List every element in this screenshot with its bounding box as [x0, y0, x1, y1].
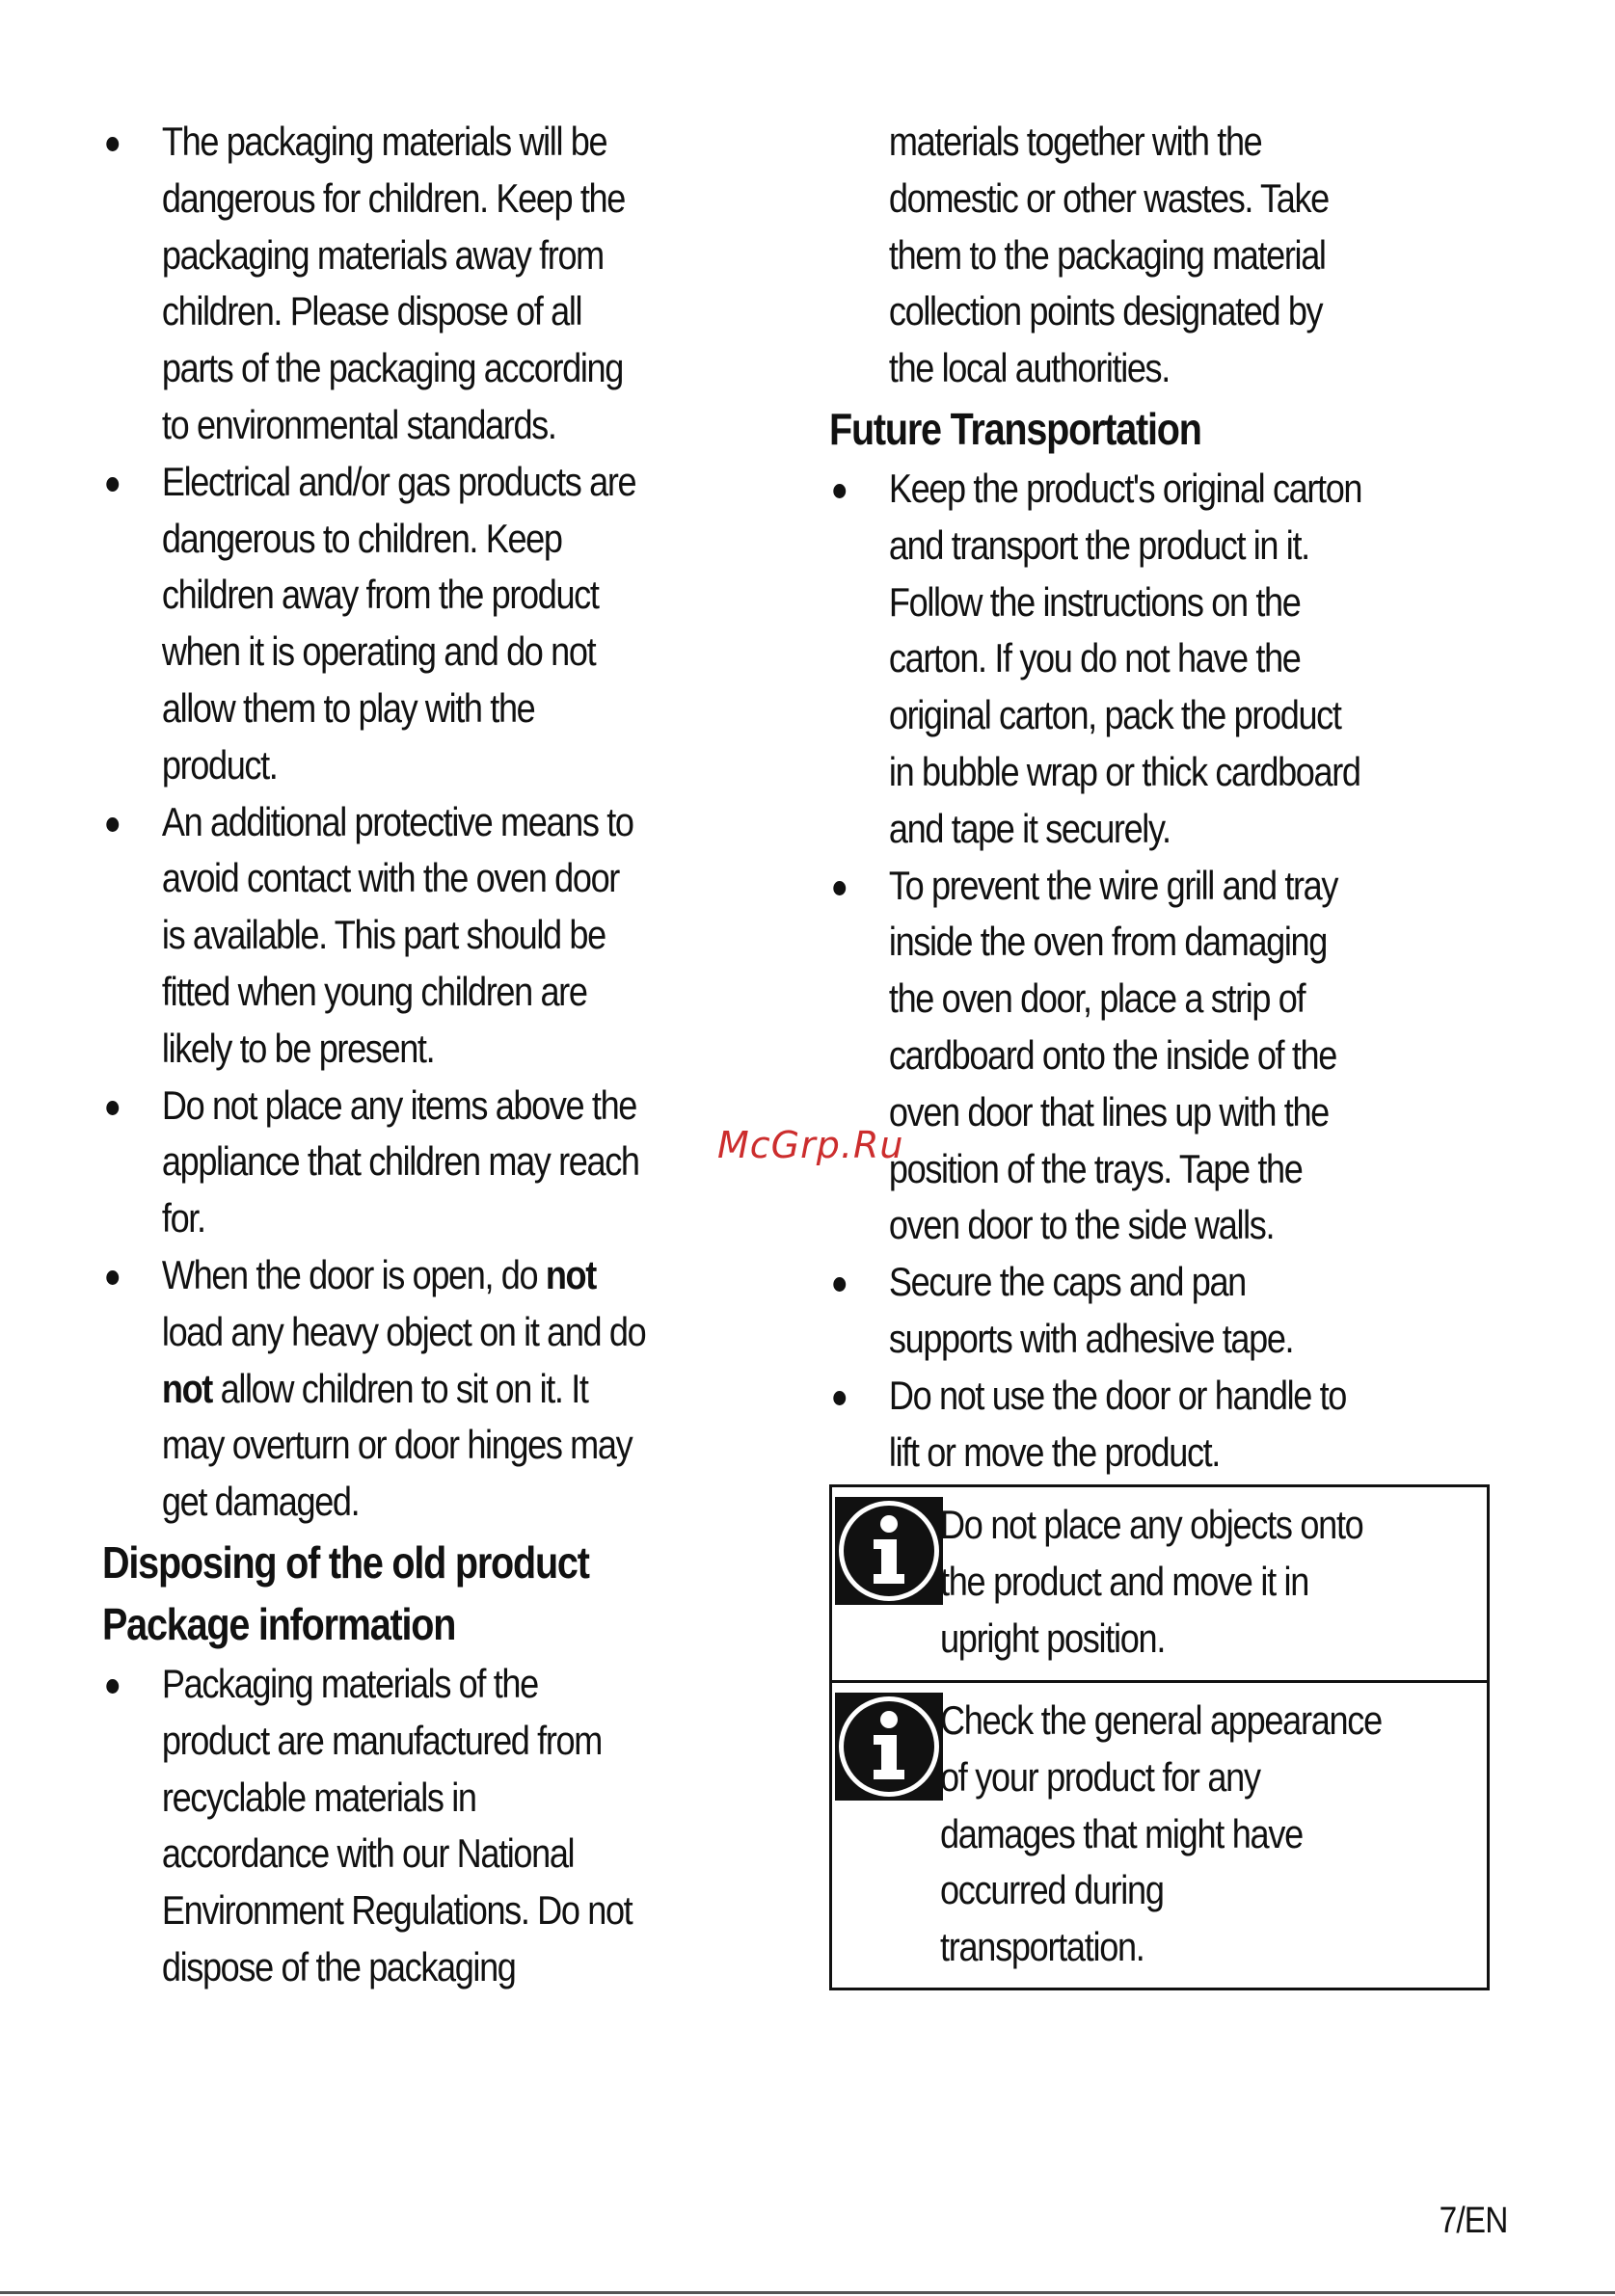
- list-item-line: The packaging materials will be: [102, 114, 699, 171]
- info-note: [829, 1680, 1490, 1990]
- list-item-line: is available. This part should be: [161, 912, 606, 958]
- list-item-line: children. Please dispose of all: [161, 288, 582, 334]
- note-line: transportation.: [940, 1924, 1144, 1970]
- list-item-line: Do not use the door or handle to: [829, 1368, 1410, 1425]
- emphasis-not: not: [161, 1365, 212, 1411]
- list-item-line: product are manufactured from: [161, 1717, 602, 1763]
- note-line: occurred during: [940, 1867, 1164, 1913]
- list-item-line: product.: [161, 741, 278, 788]
- list-item-line: packaging materials away from: [161, 231, 604, 278]
- list-item-line: inside the oven from damaging: [888, 919, 1327, 965]
- list-item-line: position of the trays. Tape the: [888, 1145, 1303, 1191]
- list-item-line: parts of the packaging according: [161, 345, 623, 391]
- list-item-line: them to the packaging material: [888, 231, 1326, 278]
- list-item-line: original carton, pack the product: [888, 692, 1341, 738]
- list-item-line: and transport the product in it.: [888, 521, 1309, 568]
- list-item-line: domestic or other wastes. Take: [888, 174, 1329, 221]
- list-item-line: carton. If you do not have the: [888, 635, 1301, 681]
- note-line: of your product for any: [940, 1753, 1260, 1800]
- list-item: [829, 1368, 1504, 1482]
- list-item-line: oven door that lines up with the: [888, 1088, 1329, 1135]
- list-item-line: accordance with our National: [161, 1830, 575, 1877]
- list-item: [829, 461, 1504, 858]
- list-item-line: Secure the caps and pan: [829, 1254, 1410, 1311]
- list-item-line: recyclable materials in: [161, 1774, 476, 1820]
- left-column: [102, 114, 796, 1996]
- list-item-line: dangerous to children. Keep: [161, 515, 562, 561]
- section-heading-package: Package information: [102, 1598, 456, 1649]
- list-item-line: in bubble wrap or thick cardboard: [888, 748, 1360, 794]
- info-icon: [835, 1497, 943, 1605]
- list-item-line: appliance that children may reach: [161, 1138, 639, 1185]
- continuation-paragraph: [829, 114, 1504, 397]
- list-item: [829, 858, 1504, 1255]
- list-item-line: Packaging materials of the: [102, 1656, 699, 1713]
- list-item-line: fitted when young children are: [161, 968, 587, 1014]
- list-item-line: for.: [161, 1195, 205, 1241]
- list-item-line: children away from the product: [161, 572, 599, 618]
- bottom-divider: [0, 2291, 1615, 2294]
- list-item: [102, 1247, 796, 1531]
- list-item-line: to environmental standards.: [161, 401, 556, 447]
- text-run: allow children to sit on it. It: [211, 1365, 588, 1411]
- list-item-line: collection points designated by: [888, 288, 1323, 334]
- list-item-line: may overturn or door hinges may: [161, 1422, 633, 1468]
- note-line: upright position.: [940, 1615, 1166, 1661]
- list-item: [102, 794, 796, 1078]
- list-item-line: likely to be present.: [161, 1025, 435, 1071]
- list-item-line: [102, 1361, 699, 1418]
- note-line: Do not place any objects onto: [940, 1502, 1363, 1547]
- list-item: [829, 1254, 1504, 1368]
- list-item-line: load any heavy object on it and do: [161, 1308, 646, 1354]
- list-item-line: the oven door, place a strip of: [888, 975, 1305, 1022]
- note-line: Check the general appearance: [940, 1697, 1382, 1743]
- list-item: [102, 1656, 796, 1996]
- list-item-line: [102, 1247, 699, 1304]
- note-text: [940, 1497, 1432, 1667]
- note-line: damages that might have: [940, 1810, 1303, 1856]
- list-item-line: materials together with the: [888, 119, 1262, 164]
- list-item-line: Do not place any items above the: [102, 1078, 699, 1135]
- list-item-line: avoid contact with the oven door: [161, 855, 619, 901]
- emphasis-not: not: [545, 1251, 596, 1297]
- text-run: When the door is open, do: [161, 1251, 546, 1297]
- list-item-line: when it is operating and do not: [161, 628, 596, 675]
- list-item-line: the local authorities.: [888, 345, 1170, 391]
- page-number: 7/EN: [1439, 2201, 1507, 2241]
- watermark: McGrp.Ru: [717, 1124, 904, 1166]
- list-item-line: Keep the product's original carton: [829, 461, 1410, 518]
- list-item-line: supports with adhesive tape.: [888, 1315, 1294, 1361]
- list-item-line: Follow the instructions on the: [888, 578, 1301, 625]
- note-line: the product and move it in: [940, 1558, 1309, 1604]
- list-item-line: allow them to play with the: [161, 684, 535, 731]
- list-item-line: lift or move the product.: [888, 1428, 1220, 1475]
- list-item-line: Environment Regulations. Do not: [161, 1887, 633, 1934]
- list-item-line: Electrical and/or gas products are: [102, 454, 699, 511]
- list-item-line: To prevent the wire grill and tray: [829, 858, 1410, 915]
- list-item-line: cardboard onto the inside of the: [888, 1031, 1336, 1078]
- list-item: [102, 454, 796, 794]
- list-item-line: and tape it securely.: [888, 805, 1171, 851]
- list-item-line: An additional protective means to: [102, 794, 699, 851]
- section-heading-disposing: Disposing of the old product: [102, 1536, 589, 1588]
- right-column: [829, 114, 1504, 1481]
- info-icon: [835, 1693, 943, 1801]
- list-item: [102, 1078, 796, 1247]
- list-item-line: get damaged.: [161, 1479, 360, 1525]
- note-text: [940, 1693, 1453, 1976]
- info-note: [829, 1484, 1490, 1683]
- list-item: [102, 114, 796, 454]
- list-item-line: dangerous for children. Keep the: [161, 174, 625, 221]
- list-item-line: oven door to the side walls.: [888, 1202, 1275, 1248]
- list-item-line: dispose of the packaging: [161, 1943, 516, 1989]
- section-heading-transport: Future Transportation: [829, 403, 1201, 454]
